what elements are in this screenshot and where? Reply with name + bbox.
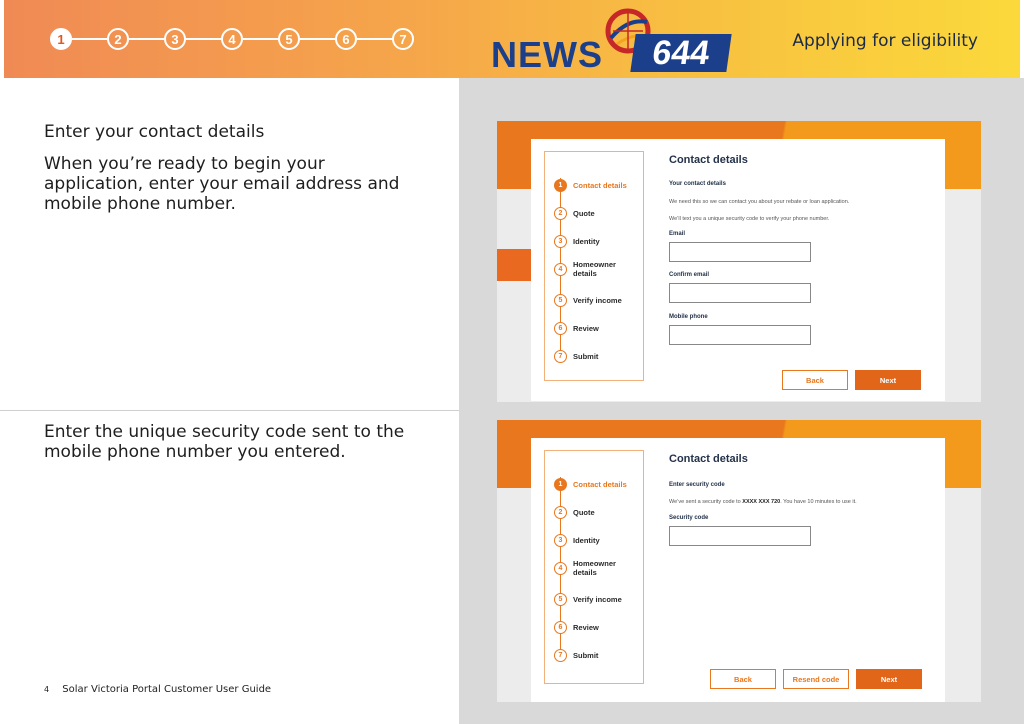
progress-steps bbox=[50, 28, 414, 50]
security-code-field[interactable] bbox=[669, 526, 811, 546]
stepper-number: 5 bbox=[554, 593, 567, 606]
subheading: Your contact details bbox=[669, 181, 726, 187]
progress-step-6: 6 bbox=[335, 28, 357, 50]
section2-body: Enter the unique security code sent to the mobile phone number you entered. bbox=[44, 422, 405, 462]
stepper-number: 4 bbox=[554, 263, 567, 276]
masked-phone-number: XXXX XXX 720 bbox=[742, 499, 781, 505]
confirm-email-field[interactable] bbox=[669, 283, 811, 303]
application-stepper bbox=[544, 151, 644, 381]
step-connector bbox=[300, 38, 335, 40]
next-button[interactable]: Next bbox=[856, 669, 922, 689]
message-text: We’ve sent a security code to bbox=[669, 499, 743, 505]
progress-step-4: 4 bbox=[221, 28, 243, 50]
stepper-label: Homeowner details bbox=[573, 559, 616, 577]
step-connector bbox=[129, 38, 164, 40]
page-footer bbox=[44, 684, 271, 695]
stepper-item-quote[interactable] bbox=[554, 506, 595, 519]
step-connector bbox=[243, 38, 278, 40]
stepper-label: Submit bbox=[573, 651, 599, 660]
application-stepper bbox=[544, 450, 644, 684]
resend-code-button[interactable]: Resend code bbox=[783, 669, 849, 689]
stepper-item-verify-income[interactable] bbox=[554, 593, 622, 606]
stepper-number: 1 bbox=[554, 478, 567, 491]
stepper-item-review[interactable] bbox=[554, 322, 599, 335]
subheading: Enter security code bbox=[669, 482, 725, 488]
step-connector bbox=[357, 38, 392, 40]
logo-number: 644 bbox=[630, 34, 731, 72]
stepper-label: Review bbox=[573, 324, 599, 333]
stepper-item-homeowner-details[interactable] bbox=[554, 559, 621, 577]
logo-word: NEWS bbox=[491, 34, 603, 75]
email-label: Email bbox=[669, 231, 686, 237]
stepper-label: Verify income bbox=[573, 296, 622, 305]
stepper-label: Identity bbox=[573, 237, 600, 246]
back-button[interactable]: Back bbox=[782, 370, 848, 390]
message-text: . You have 10 minutes to use it. bbox=[780, 499, 857, 505]
stepper-number: 6 bbox=[554, 621, 567, 634]
intro-text: We’ll text you a unique security code to verify your phone number. bbox=[669, 216, 830, 222]
stepper-number: 7 bbox=[554, 649, 567, 662]
stepper-label: Quote bbox=[573, 209, 595, 218]
page-header bbox=[4, 0, 1020, 78]
stepper-label: Homeowner details bbox=[573, 260, 616, 278]
mobile-phone-label: Mobile phone bbox=[669, 314, 708, 320]
form-title: Contact details bbox=[669, 453, 748, 465]
section-divider bbox=[0, 410, 459, 411]
form-card bbox=[531, 438, 945, 702]
stepper-number: 5 bbox=[554, 294, 567, 307]
page-number: 4 bbox=[44, 685, 50, 694]
stepper-item-contact-details[interactable] bbox=[554, 478, 627, 491]
stepper-number: 4 bbox=[554, 562, 567, 575]
intro-text: We need this so we can contact you about your rebate or loan application. bbox=[669, 199, 850, 205]
stepper-item-homeowner-details[interactable] bbox=[554, 260, 621, 278]
stepper-label: Review bbox=[573, 623, 599, 632]
header-title: Applying for eligibility bbox=[792, 31, 978, 51]
step-connector bbox=[186, 38, 221, 40]
side-tab bbox=[497, 249, 531, 281]
stepper-number: 7 bbox=[554, 350, 567, 363]
security-code-screenshot bbox=[497, 420, 981, 702]
stepper-label: Quote bbox=[573, 508, 595, 517]
stepper-label: Submit bbox=[573, 352, 599, 361]
section1-body: When you’re ready to begin your application, enter your email address and mobile phone number. bbox=[44, 154, 400, 214]
stepper-item-submit[interactable] bbox=[554, 350, 598, 363]
security-code-message bbox=[669, 499, 857, 505]
stepper-number: 3 bbox=[554, 235, 567, 248]
stepper-label: Identity bbox=[573, 536, 600, 545]
progress-step-3: 3 bbox=[164, 28, 186, 50]
progress-step-1: 1 bbox=[50, 28, 72, 50]
section1-title: Enter your contact details bbox=[44, 122, 265, 142]
back-button[interactable]: Back bbox=[710, 669, 776, 689]
mobile-phone-field[interactable] bbox=[669, 325, 811, 345]
stepper-label: Contact details bbox=[573, 480, 627, 489]
progress-step-5: 5 bbox=[278, 28, 300, 50]
stepper-item-identity[interactable] bbox=[554, 534, 600, 547]
stepper-number: 2 bbox=[554, 506, 567, 519]
stepper-item-submit[interactable] bbox=[554, 649, 598, 662]
stepper-number: 3 bbox=[554, 534, 567, 547]
stepper-item-verify-income[interactable] bbox=[554, 294, 622, 307]
stepper-number: 6 bbox=[554, 322, 567, 335]
next-button[interactable]: Next bbox=[855, 370, 921, 390]
stepper-label: Contact details bbox=[573, 181, 627, 190]
contact-details-screenshot bbox=[497, 121, 981, 402]
news-logo bbox=[491, 4, 731, 76]
form-card bbox=[531, 139, 945, 401]
step-connector bbox=[72, 38, 107, 40]
progress-step-2: 2 bbox=[107, 28, 129, 50]
stepper-label: Verify income bbox=[573, 595, 622, 604]
stepper-number: 1 bbox=[554, 179, 567, 192]
confirm-email-label: Confirm email bbox=[669, 272, 710, 278]
stepper-number: 2 bbox=[554, 207, 567, 220]
form-title: Contact details bbox=[669, 154, 748, 166]
progress-step-7: 7 bbox=[392, 28, 414, 50]
footer-text: Solar Victoria Portal Customer User Guide bbox=[62, 684, 272, 695]
stepper-item-review[interactable] bbox=[554, 621, 599, 634]
email-field[interactable] bbox=[669, 242, 811, 262]
security-code-label: Security code bbox=[669, 515, 709, 521]
stepper-item-identity[interactable] bbox=[554, 235, 600, 248]
stepper-item-quote[interactable] bbox=[554, 207, 595, 220]
stepper-item-contact-details[interactable] bbox=[554, 179, 627, 192]
